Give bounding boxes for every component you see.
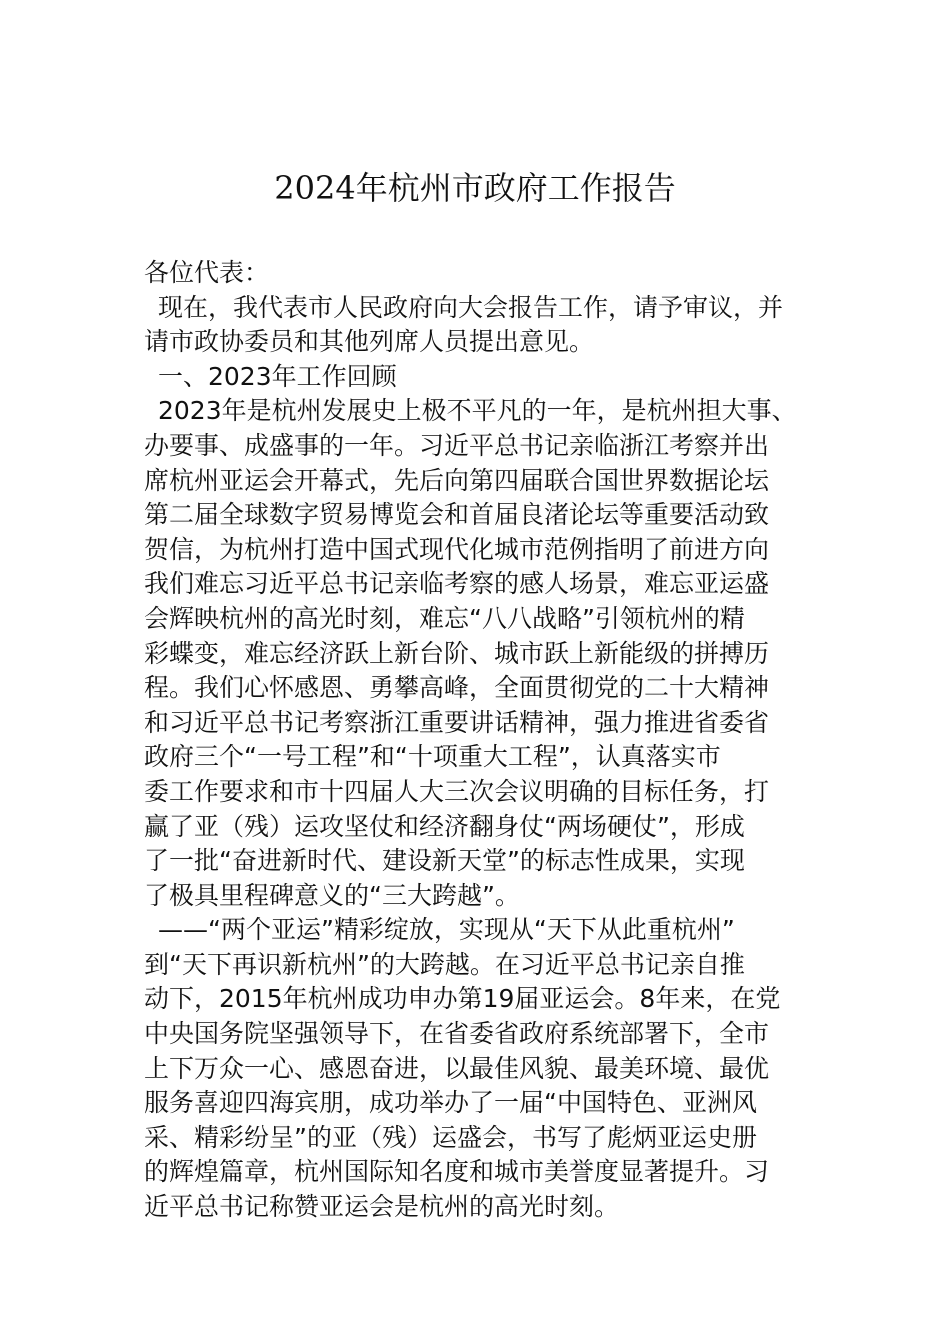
paragraph-line: 彩蝶变，难忘经济跃上新台阶、城市跃上新能级的拼搏历 xyxy=(144,638,770,668)
paragraph-line: 政府三个“一号工程”和“十项重大工程”，认真落实市 xyxy=(144,742,721,772)
paragraph-line: 到“天下再识新杭州”的大跨越。在习近平总书记亲自推 xyxy=(144,949,745,979)
salutation: 各位代表： xyxy=(144,258,270,287)
paragraph-line: 现在，我代表市人民政府向大会报告工作，请予审议，并 xyxy=(158,292,784,322)
paragraph-line: 请市政协委员和其他列席人员提出意见。 xyxy=(144,327,595,357)
section-heading: 一、2023年工作回顾 xyxy=(158,361,397,391)
paragraph-line: 程。我们心怀感恩、勇攀高峰，全面贯彻党的二十大精神 xyxy=(144,673,770,703)
paragraph-line: 和习近平总书记考察浙江重要讲话精神，强力推进省委省 xyxy=(144,707,770,737)
paragraph-line: 2023年是杭州发展史上极不平凡的一年，是杭州担大事、 xyxy=(158,396,797,426)
paragraph-line: 第二届全球数字贸易博览会和首届良渚论坛等重要活动致 xyxy=(144,500,770,530)
paragraph-line: ——“两个亚运”精彩绽放，实现从“天下从此重杭州” xyxy=(158,915,735,945)
paragraph-line: 席杭州亚运会开幕式，先后向第四届联合国世界数据论坛 xyxy=(144,465,770,495)
paragraph-line: 贺信，为杭州打造中国式现代化城市范例指明了前进方向 xyxy=(144,534,770,564)
paragraph-line: 赢了亚（残）运攻坚仗和经济翻身仗“两场硬仗”，形成 xyxy=(144,811,745,841)
document-body xyxy=(144,256,812,1225)
paragraph-line: 动下，2015年杭州成功申办第19届亚运会。8年来，在党 xyxy=(144,984,781,1014)
paragraph-line: 委工作要求和市十四届人大三次会议明确的目标任务，打 xyxy=(144,776,770,806)
paragraph-line: 我们难忘习近平总书记亲临考察的感人场景，难忘亚运盛 xyxy=(144,569,770,599)
paragraph-line: 服务喜迎四海宾朋，成功举办了一届“中国特色、亚洲风 xyxy=(144,1088,757,1118)
paragraph-line: 近平总书记称赞亚运会是杭州的高光时刻。 xyxy=(144,1192,620,1222)
paragraph-line: 上下万众一心、感恩奋进，以最佳风貌、最美环境、最优 xyxy=(144,1053,770,1083)
paragraph-line: 办要事、成盛事的一年。习近平总书记亲临浙江考察并出 xyxy=(144,430,770,460)
paragraph-line: 会辉映杭州的高光时刻，难忘“八八战略”引领杭州的精 xyxy=(144,603,745,633)
paragraph-line: 中央国务院坚强领导下，在省委省政府系统部署下，全市 xyxy=(144,1019,770,1049)
paragraph-line: 了一批“奋进新时代、建设新天堂”的标志性成果，实现 xyxy=(144,846,745,876)
paragraph-line: 了极具里程碑意义的“三大跨越”。 xyxy=(144,880,520,910)
paragraph-line: 采、精彩纷呈”的亚（残）运盛会，书写了彪炳亚运史册 xyxy=(144,1122,757,1152)
paragraph-line: 的辉煌篇章，杭州国际知名度和城市美誉度显著提升。习 xyxy=(144,1157,770,1187)
document-title: 2024年杭州市政府工作报告 xyxy=(274,169,676,207)
